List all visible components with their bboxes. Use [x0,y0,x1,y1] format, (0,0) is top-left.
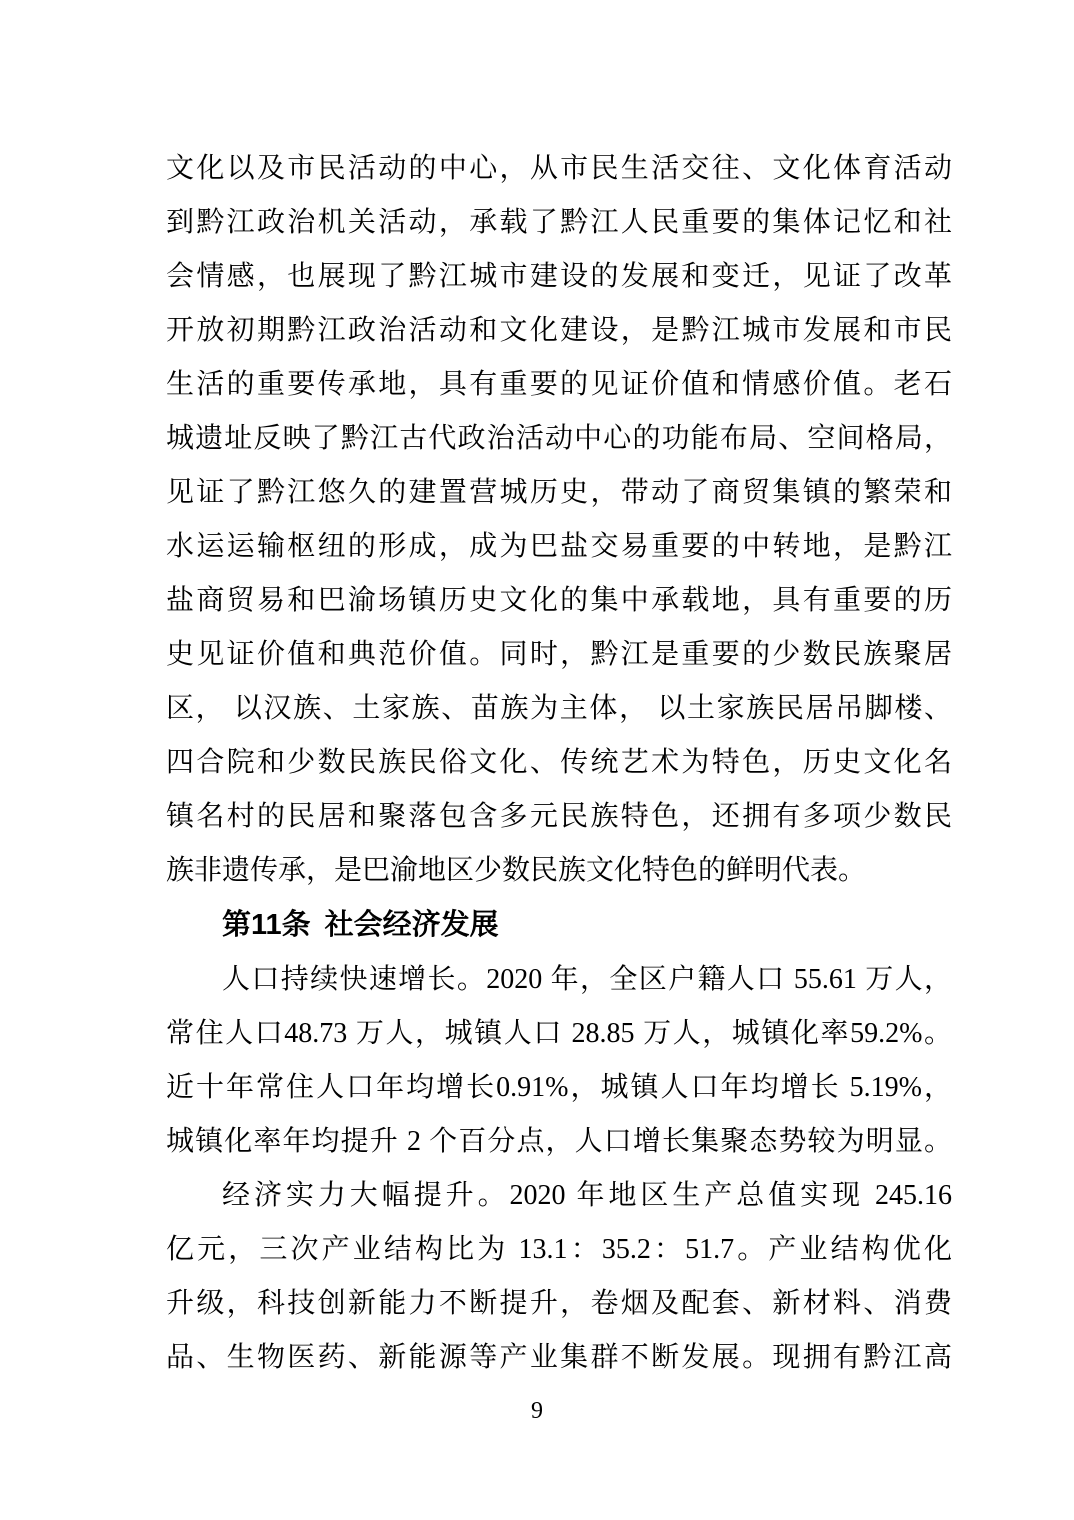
article-title: 社会经济发展 [324,909,499,941]
body-line: 亿元，三次产业结构比为 13.1：35.2：51.7。产业结构优化 [166,1234,952,1265]
body-line: 镇名村的民居和聚落包含多元民族特色，还拥有多项少数民 [166,801,952,832]
body-line: 见证了黔江悠久的建置营城历史，带动了商贸集镇的繁荣和 [166,477,952,508]
body-line: 盐商贸易和巴渝场镇历史文化的集中承载地，具有重要的历 [166,585,952,616]
body-line: 城遗址反映了黔江古代政治活动中心的功能布局、空间格局， [166,423,952,454]
document-body [166,142,952,1385]
body-line: 会情感，也展现了黔江城市建设的发展和变迁，见证了改革 [166,261,952,292]
body-line: 城镇化率年均提升 2 个百分点，人口增长集聚态势较为明显。 [166,1126,952,1157]
page-number: 9 [531,1398,543,1424]
body-line: 近十年常住人口年均增长0.91%，城镇人口年均增长 5.19%， [166,1072,952,1103]
body-line: 水运运输枢纽的形成，成为巴盐交易重要的中转地，是黔江 [166,531,952,562]
body-line: 文化以及市民活动的中心，从市民生活交往、文化体育活动 [166,153,952,184]
body-line: 到黔江政治机关活动，承载了黔江人民重要的集体记忆和社 [166,207,952,238]
body-line: 常住人口48.73 万人，城镇人口 28.85 万人，城镇化率59.2%。 [166,1018,952,1049]
body-line: 升级，科技创新能力不断提升，卷烟及配套、新材料、消费 [166,1288,952,1319]
body-line: 史见证价值和典范价值。同时，黔江是重要的少数民族聚居 [166,639,952,670]
body-line: 经济实力大幅提升。2020 年地区生产总值实现 245.16 [222,1180,952,1211]
body-line: 族非遗传承，是巴渝地区少数民族文化特色的鲜明代表。 [166,855,867,886]
body-line: 开放初期黔江政治活动和文化建设，是黔江城市发展和市民 [166,315,952,346]
body-line: 品、生物医药、新能源等产业集群不断发展。现拥有黔江高 [166,1342,952,1373]
article-number: 第11条 [222,909,311,941]
article-heading [166,898,952,953]
body-line: 人口持续快速增长。2020 年，全区户籍人口 55.61 万人， [222,964,952,995]
body-line: 四合院和少数民族民俗文化、传统艺术为特色，历史文化名 [166,747,952,778]
body-line: 区， 以汉族、土家族、苗族为主体， 以土家族民居吊脚楼、 [166,693,952,724]
body-line: 生活的重要传承地，具有重要的见证价值和情感价值。老石 [166,369,952,400]
